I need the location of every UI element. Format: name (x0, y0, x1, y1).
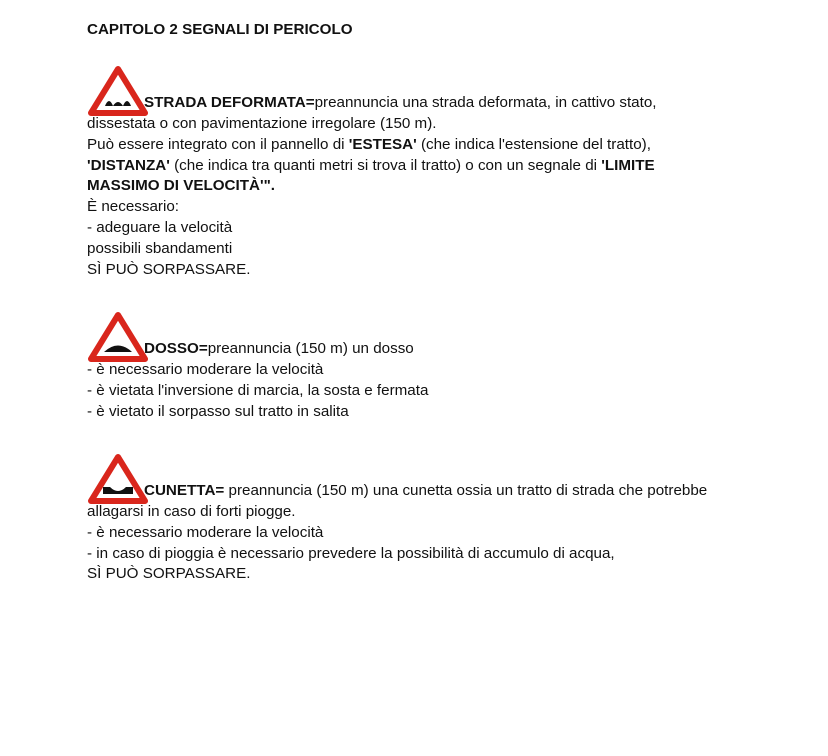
sign-name: DOSSO= (144, 340, 208, 358)
text-line: È necessario: (87, 198, 180, 216)
text-line: - è necessario moderare la velocità (87, 361, 324, 378)
text-line: possibili sbandamenti (87, 239, 233, 257)
bump-warning-icon (87, 311, 149, 363)
sign-name: STRADA DEFORMATA= (144, 94, 315, 112)
text-line: SÌ PUÒ SORPASSARE. (87, 565, 251, 583)
panel-name-estesa: 'ESTESA' (348, 135, 417, 153)
text-fragment: (che indica tra quanti metri si trova il tratto) o con un segnale di (169, 156, 602, 174)
text-line (87, 156, 787, 177)
sign-description: preannuncia una strada deformata, in cattivo stato, (314, 94, 657, 112)
sign-description: preannuncia (150 m) un dosso (207, 340, 414, 358)
sign-description: preannuncia (150 m) una cunetta ossia un tratto di strada che potrebbe (224, 482, 708, 500)
panel-name-limite: 'LIMITE (601, 156, 655, 174)
section-header (87, 450, 787, 502)
text-line: - è vietata l'inversione di marcia, la sosta e fermata (87, 381, 429, 399)
section-cunetta (87, 450, 787, 585)
text-line: allagarsi in caso di forti piogge. (87, 503, 296, 520)
chapter-title: CAPITOLO 2 SEGNALI DI PERICOLO (87, 21, 353, 38)
text-line (87, 135, 787, 156)
section-strada-deformata (87, 62, 787, 280)
panel-name-limite-cont: MASSIMO DI VELOCITÀ'". (87, 177, 276, 195)
bumpy-road-warning-icon (87, 65, 149, 117)
section-header (87, 62, 787, 114)
text-line: - è necessario moderare la velocità (87, 523, 324, 541)
text-line: - è vietato il sorpasso sul tratto in salita (87, 402, 349, 420)
text-fragment: (che indica l'estensione del tratto), (416, 135, 651, 153)
text-fragment: Può essere integrato con il pannello di (87, 135, 349, 153)
section-dosso (87, 308, 787, 422)
text-line: - in caso di pioggia è necessario prevedere la possibilità di accumulo di acqua, (87, 544, 615, 562)
section-header (87, 308, 787, 360)
text-line (87, 176, 787, 197)
sign-name: CUNETTA= (144, 482, 225, 500)
text-line: - adeguare la velocità (87, 218, 233, 236)
dip-warning-icon (87, 453, 149, 505)
text-line: SÌ PUÒ SORPASSARE. (87, 260, 251, 278)
panel-name-distanza: 'DISTANZA' (87, 156, 170, 174)
text-line: dissestata o con pavimentazione irregolare (150 m). (87, 115, 437, 132)
